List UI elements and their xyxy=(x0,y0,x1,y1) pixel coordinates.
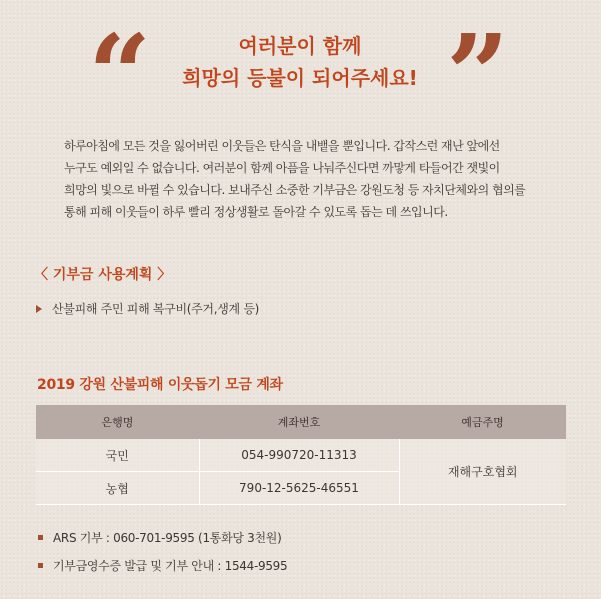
intro-line: 통해 피해 이웃들이 하루 빨리 정상생활로 돌아갈 수 있도록 돕는 데 쓰입니다. xyxy=(64,205,448,219)
header-account-holder: 예금주명 xyxy=(399,405,566,439)
headline xyxy=(150,30,450,94)
list-item xyxy=(38,552,287,580)
square-bullet-icon xyxy=(38,535,43,540)
header-account-number: 계좌번호 xyxy=(199,405,399,439)
list-item xyxy=(38,524,287,552)
intro-line: 하루아침에 모든 것을 잃어버린 이웃들은 탄식을 내뱉을 뿐입니다. 갑작스런 재난 앞에선 xyxy=(64,139,500,153)
close-quote-mark: ” xyxy=(446,10,510,139)
account-number-cell: 790-12-5625-46551 xyxy=(199,472,399,505)
usage-plan-item-text: 산불피해 주민 피해 복구비(주거,생계 등) xyxy=(52,302,260,316)
bank-name-cell: 국민 xyxy=(36,439,199,472)
bank-account-table xyxy=(36,405,566,505)
table-header-row xyxy=(36,405,566,439)
usage-plan-item xyxy=(36,300,259,317)
headline-line-2: 희망의 등불이 되어주세요! xyxy=(182,66,418,90)
intro-line: 희망의 빛으로 바뀔 수 있습니다. 보내주신 소중한 기부금은 강원도청 등 자치단체와의 협의를 xyxy=(64,183,526,197)
bank-name-cell: 농협 xyxy=(36,472,199,505)
intro-line: 누구도 예외일 수 없습니다. 여러분이 함께 아픔을 나눠주신다면 까맣게 타들어간 잿빛이 xyxy=(64,161,500,175)
header-bank-name: 은행명 xyxy=(36,405,199,439)
intro-paragraph xyxy=(64,135,554,223)
headline-line-1: 여러분이 함께 xyxy=(238,34,362,58)
usage-plan-heading: 〈 기부금 사용계획 〉 xyxy=(34,267,172,283)
account-holder-cell: 재해구호협회 xyxy=(399,439,566,505)
triangle-bullet-icon xyxy=(36,305,42,313)
ars-donation-text: ARS 기부 : 060-701-9595 (1통화당 3천원) xyxy=(53,531,282,545)
square-bullet-icon xyxy=(38,563,43,568)
open-quote-mark: “ xyxy=(88,10,152,139)
contact-info-list xyxy=(38,524,287,580)
account-number-cell: 054-990720-11313 xyxy=(199,439,399,472)
receipt-info-text: 기부금영수증 발급 및 기부 안내 : 1544-9595 xyxy=(53,559,288,573)
table-row xyxy=(36,439,566,472)
donation-account-title: 2019 강원 산불피해 이웃돕기 모금 계좌 xyxy=(37,377,283,393)
